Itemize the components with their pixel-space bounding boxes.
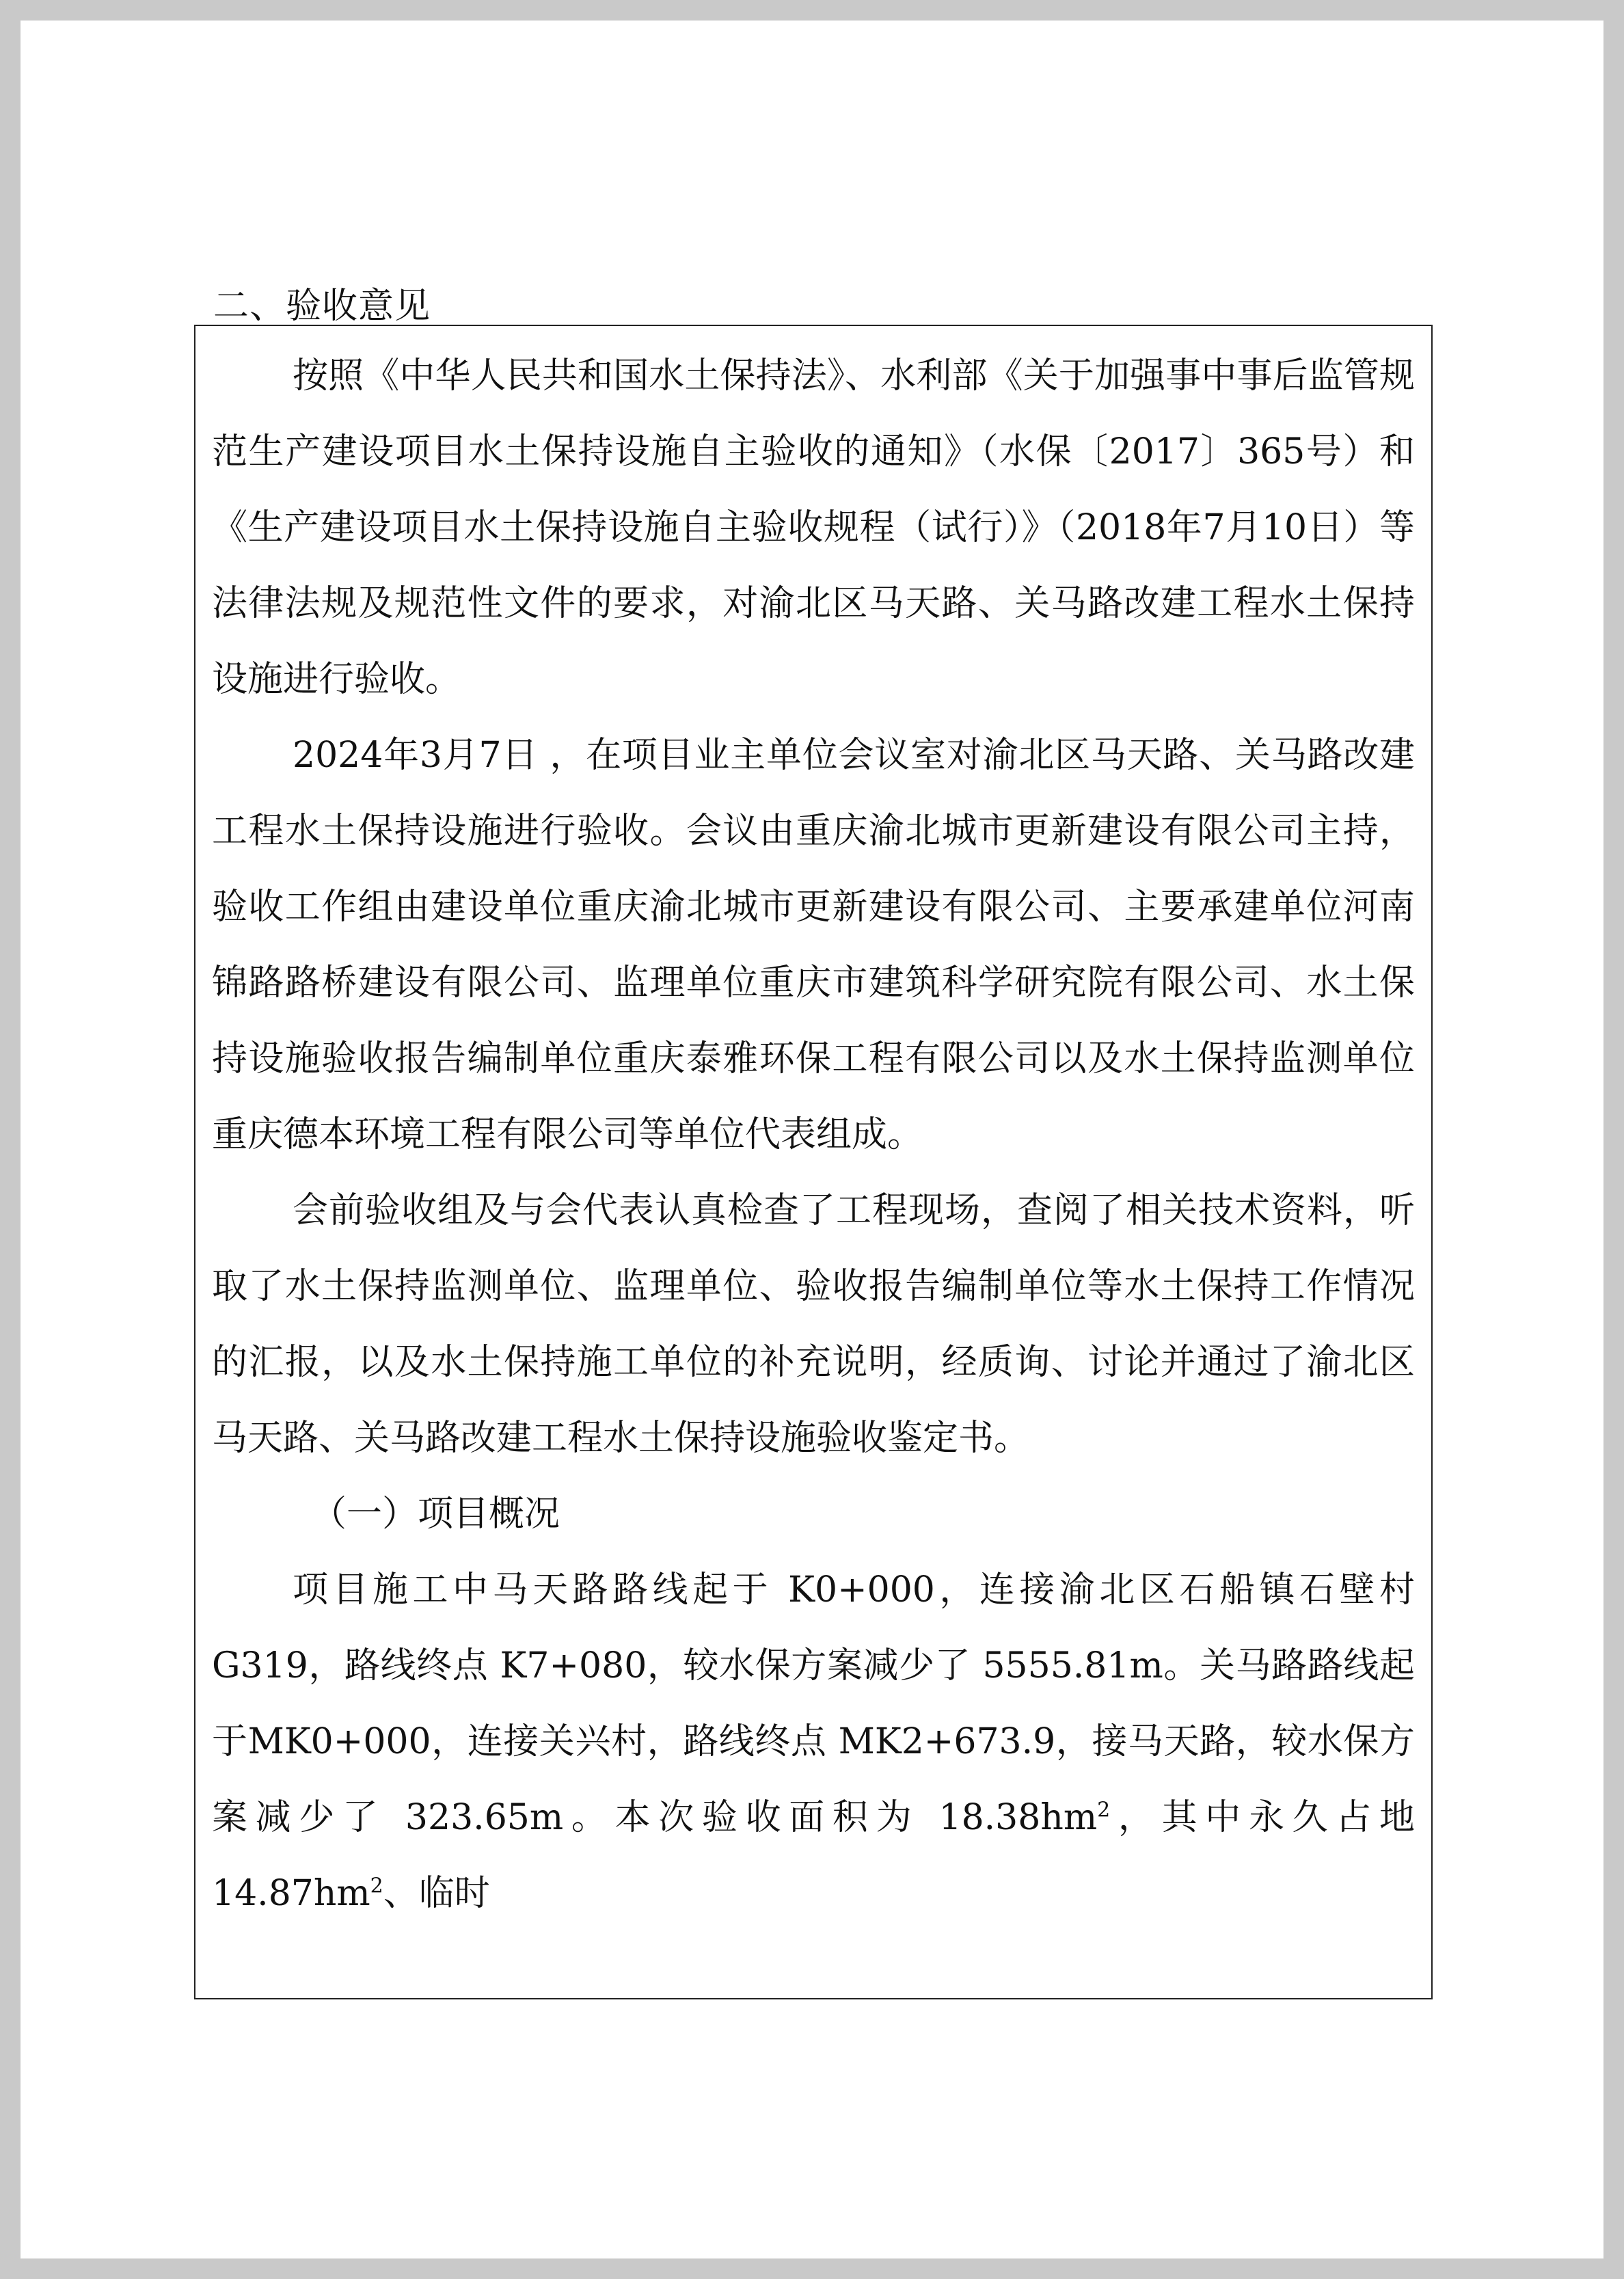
- acceptance-opinion-box: [194, 325, 1433, 1999]
- document-page: [21, 21, 1603, 2258]
- paragraph-legal-basis: 按照《中华人民共和国水土保持法》、水利部《关于加强事中事后监管规范生产建设项目水土保持设施自主验收的通知》（水保〔2017〕365号）和《生产建设项目水土保持设施自主验收规程（试行）》（2018年7月10日）等法律法规及规范性文件的要求，对渝北区马天路、关马路改建工程水土保持设施进行验收。: [212, 355, 1415, 700]
- overview-sup-2: 2: [370, 1874, 383, 1898]
- overview-text-3: 、临时: [383, 1873, 490, 1914]
- subheading-project-overview: （一）项目概况: [311, 1494, 560, 1535]
- overview-text-2: ，其中永久占地 14.87hm: [212, 1797, 1415, 1914]
- overview-sup-1: 2: [1097, 1798, 1111, 1822]
- overview-text-1: 项目施工中马天路路线起于 K0+000，连接渝北区石船镇石壁村G319，路线终点 K7+080，较水保方案减少了 5555.81m。关马路路线起于MK0+000，连接关兴村，路线终点 MK2+673.9，接马天路，较水保方案减少了 323.65m。本次验收面积为 18.38hm: [212, 1569, 1415, 1838]
- paragraph-review: 会前验收组及与会代表认真检查了工程现场，查阅了相关技术资料，听取了水土保持监测单位、监理单位、验收报告编制单位等水土保持工作情况的汇报，以及水土保持施工单位的补充说明，经质询、讨论并通过了渝北区马天路、关马路改建工程水土保持设施验收鉴定书。: [212, 1190, 1415, 1459]
- paragraph-project-overview: [212, 1552, 1415, 1932]
- section-title: 二、验收意见: [213, 286, 431, 327]
- paragraph-meeting: 2024年3月7日 ，在项目业主单位会议室对渝北区马天路、关马路改建工程水土保持设施进行验收。会议由重庆渝北城市更新建设有限公司主持，验收工作组由建设单位重庆渝北城市更新建设有限公司、主要承建单位河南锦路路桥建设有限公司、监理单位重庆市建筑科学研究院有限公司、水土保持设施验收报告编制单位重庆泰雅环保工程有限公司以及水土保持监测单位重庆德本环境工程有限公司等单位代表组成。: [212, 735, 1415, 1155]
